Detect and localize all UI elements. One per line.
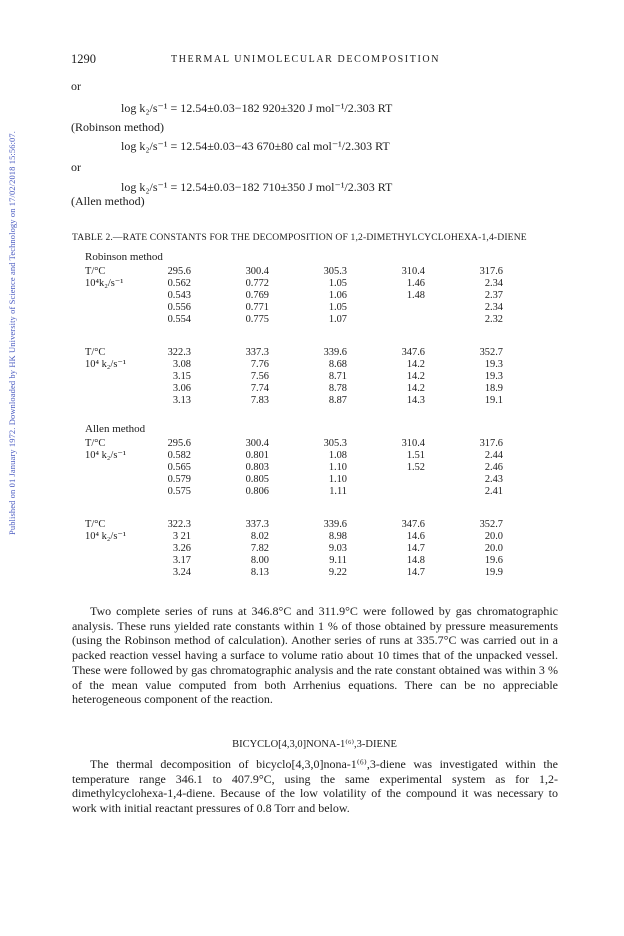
table-cell: 2.37	[484, 290, 503, 302]
table-allen-block-2	[85, 519, 549, 579]
table-cell: 347.6	[401, 347, 425, 358]
equation-robinson-joules: log k₂/s⁻¹ = 12.54±0.03−182 920±320 J mol⁻¹/2.303 RT	[121, 101, 393, 115]
row-label	[85, 474, 159, 486]
robinson-method-label: Robinson method	[85, 251, 163, 263]
table-cell: 0.806	[245, 486, 269, 498]
row-label	[85, 555, 159, 567]
row-label: 10⁴ k₂/s⁻¹	[85, 359, 126, 371]
equation-robinson-calories: log k₂/s⁻¹ = 12.54±0.03−43 670±80 cal mol⁻¹/2.303 RT	[121, 139, 390, 153]
table-row	[85, 290, 549, 302]
row-label	[85, 567, 159, 579]
row-label: 10⁴k₂/s⁻¹	[85, 278, 124, 290]
table-row	[85, 567, 549, 579]
table-cell: 322.3	[167, 519, 191, 530]
table-cell: 0.556	[167, 302, 191, 314]
table-row	[85, 543, 549, 555]
table-row	[85, 555, 549, 567]
table-cell: 20.0	[484, 531, 503, 543]
or-text-2: or	[71, 160, 81, 174]
table-row	[85, 450, 549, 462]
table-cell: 0.579	[167, 474, 191, 486]
table-cell: 7.74	[250, 383, 269, 395]
table-cell: 8.02	[250, 531, 269, 543]
row-label: 10⁴ k₂/s⁻¹	[85, 450, 126, 462]
table-cell: 0.801	[245, 450, 269, 462]
table-cell: 1.52	[406, 462, 425, 474]
row-label	[85, 290, 159, 302]
table-cell: 3.17	[172, 555, 191, 567]
paragraph-bicyclononadiene	[72, 757, 558, 816]
page-number: 1290	[71, 52, 96, 66]
table-cell: 0.803	[245, 462, 269, 474]
table-cell: 0.562	[167, 278, 191, 290]
table-row	[85, 383, 549, 395]
table-cell: 2.34	[484, 278, 503, 290]
table-cell: 347.6	[401, 519, 425, 530]
table-row	[85, 531, 549, 543]
table-cell: 7.83	[250, 395, 269, 407]
table-row	[85, 314, 549, 326]
table-cell: 2.32	[484, 314, 503, 326]
table-cell: 7.76	[250, 359, 269, 371]
table-cell: 0.775	[245, 314, 269, 326]
table-cell: 20.0	[484, 543, 503, 555]
table-cell: 3.06	[172, 383, 191, 395]
table-robinson-block-1	[85, 266, 549, 326]
table-cell: 317.6	[479, 438, 503, 449]
table-cell: 0.771	[245, 302, 269, 314]
table-row-temperature	[85, 438, 549, 450]
table-cell: 1.05	[328, 302, 347, 314]
table-cell: 352.7	[479, 347, 503, 358]
table-cell: 1.08	[328, 450, 347, 462]
table-cell: 7.82	[250, 543, 269, 555]
table-cell: 1.46	[406, 278, 425, 290]
row-label	[85, 314, 159, 326]
paragraph-bicyclononadiene-text: The thermal decomposition of bicyclo[4,3,0]nona-1⁽⁶⁾,3-diene was investigated within the temperature range 346.1 to 407.9°C, using the same experimental system as for 1,2-dimethylcyclohexa-1,4-diene. Because of the low volatility of the compound it was necessary to work with initial reactant pressures of 0.8 Torr and below.	[72, 757, 558, 816]
table-cell: 9.03	[328, 543, 347, 555]
method-label-allen: (Allen method)	[71, 194, 145, 208]
table-cell: 3.13	[172, 395, 191, 407]
table-cell: 1.51	[406, 450, 425, 462]
table-cell: 19.6	[484, 555, 503, 567]
running-title: THERMAL UNIMOLECULAR DECOMPOSITION	[171, 54, 441, 65]
table-cell: 1.11	[329, 486, 347, 498]
table-cell: 0.769	[245, 290, 269, 302]
row-label: T/°C	[85, 519, 106, 530]
table-cell: 300.4	[245, 266, 269, 277]
row-label: T/°C	[85, 438, 106, 449]
table-cell: 310.4	[401, 266, 425, 277]
table-cell: 2.44	[484, 450, 503, 462]
table-cell: 2.34	[484, 302, 503, 314]
table-cell: 19.3	[484, 371, 503, 383]
row-label	[85, 395, 159, 407]
table-row	[85, 486, 549, 498]
table-cell: 8.78	[328, 383, 347, 395]
row-label	[85, 543, 159, 555]
table-cell: 19.9	[484, 567, 503, 579]
row-label	[85, 486, 159, 498]
table-row	[85, 474, 549, 486]
table-cell: 3.08	[172, 359, 191, 371]
table-cell: 1.10	[328, 462, 347, 474]
table-cell: 9.22	[328, 567, 347, 579]
table-cell: 2.46	[484, 462, 503, 474]
table-allen-block-1	[85, 438, 549, 498]
equation-allen-joules: log k₂/s⁻¹ = 12.54±0.03−182 710±350 J mol⁻¹/2.303 RT	[121, 180, 393, 194]
table-cell: 310.4	[401, 438, 425, 449]
table-cell: 14.6	[406, 531, 425, 543]
table-cell: 14.7	[406, 567, 425, 579]
table-cell: 1.05	[328, 278, 347, 290]
table-cell: 1.06	[328, 290, 347, 302]
table-cell: 0.575	[167, 486, 191, 498]
page-header	[71, 52, 558, 68]
table-caption: TABLE 2.—RATE CONSTANTS FOR THE DECOMPOSITION OF 1,2-DIMETHYLCYCLOHEXA-1,4-DIENE	[72, 232, 527, 243]
table-cell: 8.71	[328, 371, 347, 383]
or-text-1: or	[71, 79, 81, 93]
table-cell: 322.3	[167, 347, 191, 358]
table-row-temperature	[85, 347, 549, 359]
table-robinson-block-2	[85, 347, 549, 407]
table-cell: 8.98	[328, 531, 347, 543]
table-cell: 0.772	[245, 278, 269, 290]
table-cell: 295.6	[167, 438, 191, 449]
table-cell: 339.6	[323, 347, 347, 358]
table-cell: 2.43	[484, 474, 503, 486]
table-cell: 14.3	[406, 395, 425, 407]
row-label	[85, 302, 159, 314]
table-cell: 0.554	[167, 314, 191, 326]
table-cell: 0.805	[245, 474, 269, 486]
table-cell: 14.2	[406, 371, 425, 383]
table-row-temperature	[85, 266, 549, 278]
table-cell: 300.4	[245, 438, 269, 449]
table-cell: 3.24	[172, 567, 191, 579]
table-cell: 14.2	[406, 359, 425, 371]
table-cell: 1.07	[328, 314, 347, 326]
table-cell: 19.3	[484, 359, 503, 371]
table-cell: 3.15	[172, 371, 191, 383]
table-cell: 3 21	[172, 531, 191, 543]
table-cell: 0.543	[167, 290, 191, 302]
table-cell: 0.565	[167, 462, 191, 474]
table-cell: 18.9	[484, 383, 503, 395]
table-cell: 337.3	[245, 347, 269, 358]
table-cell: 19.1	[484, 395, 503, 407]
table-cell: 3.26	[172, 543, 191, 555]
table-cell: 8.68	[328, 359, 347, 371]
table-row	[85, 278, 549, 290]
table-cell: 352.7	[479, 519, 503, 530]
table-cell: 337.3	[245, 519, 269, 530]
table-cell: 14.2	[406, 383, 425, 395]
table-cell: 339.6	[323, 519, 347, 530]
download-watermark	[2, 58, 16, 618]
table-cell: 1.10	[328, 474, 347, 486]
table-cell: 295.6	[167, 266, 191, 277]
method-label-robinson: (Robinson method)	[71, 120, 164, 134]
row-label	[85, 383, 159, 395]
row-label: T/°C	[85, 347, 106, 358]
table-cell: 8.13	[250, 567, 269, 579]
table-cell: 0.582	[167, 450, 191, 462]
table-cell: 7.56	[250, 371, 269, 383]
table-cell: 1.48	[406, 290, 425, 302]
table-row	[85, 302, 549, 314]
table-row-temperature	[85, 519, 549, 531]
table-row	[85, 371, 549, 383]
paragraph-heterogeneity-text: Two complete series of runs at 346.8°C and 311.9°C were followed by gas chromatographic analysis. These runs yielded rate constants within 1 % of those obtained by pressure measurements (using the Robinson method of calculation). Another series of runs at 335.7°C was carried out in a packed reaction vessel having a surface to volume ratio about 10 times that of the unpacked vessel. These were followed by gas chromatographic analysis and the rate constant obtained was within 3 % of the mean value computed from both Arrhenius equations. There can be no appreciable heterogeneous component of the reaction.	[72, 604, 558, 707]
table-cell: 305.3	[323, 266, 347, 277]
row-label: 10⁴ k₂/s⁻¹	[85, 531, 126, 543]
table-row	[85, 395, 549, 407]
section-heading: BICYCLO[4,3,0]NONA-1⁽⁶⁾,3-DIENE	[232, 739, 397, 750]
table-cell: 305.3	[323, 438, 347, 449]
table-cell: 9.11	[329, 555, 347, 567]
row-label: T/°C	[85, 266, 106, 277]
allen-method-label: Allen method	[85, 423, 146, 435]
paragraph-heterogeneity	[72, 604, 558, 707]
table-cell: 317.6	[479, 266, 503, 277]
table-cell: 14.8	[406, 555, 425, 567]
table-row	[85, 462, 549, 474]
row-label	[85, 462, 159, 474]
table-cell: 8.87	[328, 395, 347, 407]
table-cell: 8.00	[250, 555, 269, 567]
table-row	[85, 359, 549, 371]
table-cell: 14.7	[406, 543, 425, 555]
row-label	[85, 371, 159, 383]
download-watermark-text: Published on 01 January 1972. Downloaded by HK University of Science and Technology on 17/02/2018 15:56:07.	[7, 131, 17, 535]
table-cell: 2.41	[484, 486, 503, 498]
